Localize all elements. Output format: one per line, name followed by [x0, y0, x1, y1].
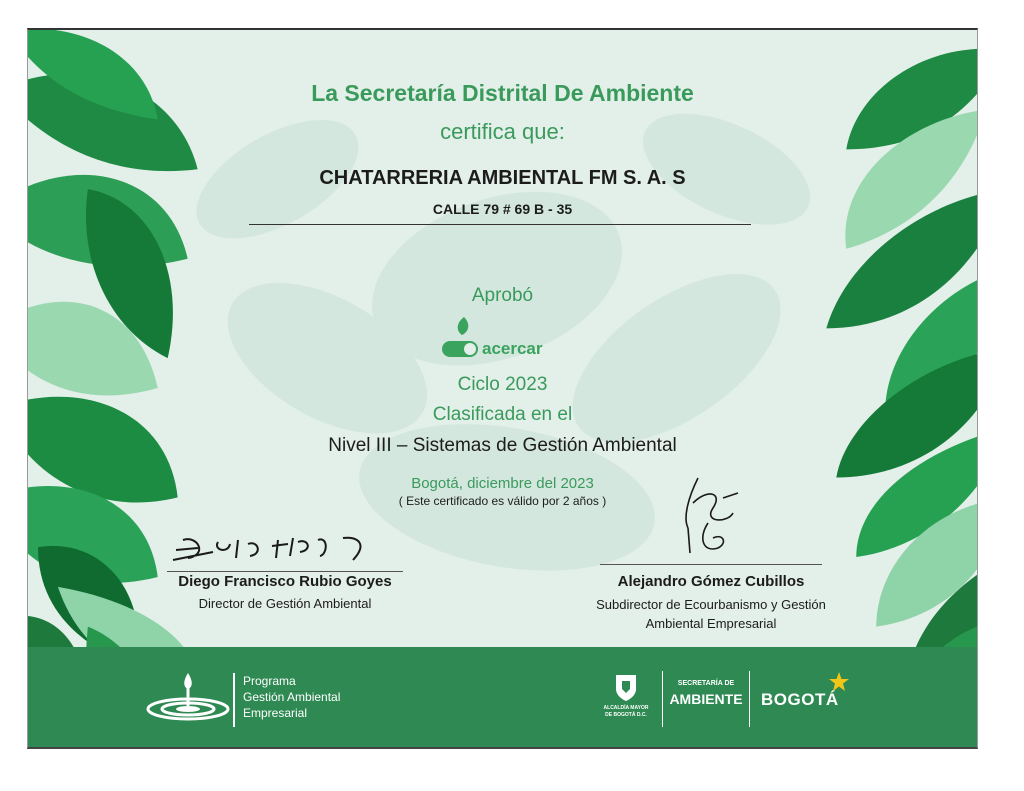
recipient-address: CALLE 79 # 69 B - 35	[432, 201, 573, 217]
secretaria-line1: SECRETARÍA DE	[677, 680, 735, 687]
classified-text: Clasificada en el	[432, 404, 573, 425]
signature-right-drawing	[668, 468, 758, 563]
place-date-text: Bogotá, diciembre del 2023	[411, 475, 594, 492]
signature-line-right	[600, 564, 822, 565]
program-name-line1: Programa	[243, 674, 296, 688]
footer-divider-2	[749, 671, 750, 727]
issuer-title: La Secretaría Distrital De Ambiente	[311, 80, 694, 106]
recipient-underline	[249, 224, 751, 225]
cycle-text: Ciclo 2023	[457, 374, 548, 395]
signer-right-role-line2: Ambiental Empresarial	[645, 616, 777, 631]
alcaldia-line2: DE BOGOTÁ D.C.	[605, 712, 647, 718]
program-name-line2: Gestión Ambiental	[243, 690, 341, 704]
signer-left-role: Director de Gestión Ambiental	[198, 596, 372, 611]
validity-text: ( Este certificado es válido por 2 años )	[398, 494, 607, 508]
footer-band	[28, 647, 977, 749]
acercar-logo	[440, 315, 570, 365]
signature-line-left	[167, 571, 403, 572]
signer-left-name: Diego Francisco Rubio Goyes	[178, 573, 392, 590]
secretaria-line2: AMBIENTE	[669, 691, 743, 707]
program-name-line3: Empresarial	[243, 706, 308, 720]
water-drop-ripple-icon	[143, 671, 233, 721]
alcaldia-line1: ALCALDÍA MAYOR	[603, 705, 649, 711]
signer-right-role-line1: Subdirector de Ecourbanismo y Gestión	[596, 597, 826, 612]
certifies-text: certifica que:	[440, 119, 565, 144]
signer-right-name: Alejandro Gómez Cubillos	[617, 573, 805, 590]
bogota-coat-of-arms-icon	[614, 673, 638, 703]
signature-left-drawing	[168, 520, 408, 570]
program-logo-divider	[233, 673, 235, 727]
footer-divider-1	[662, 671, 663, 727]
acercar-leaf-icon	[440, 315, 480, 361]
certificate	[27, 28, 978, 749]
approved-text: Aprobó	[471, 285, 534, 306]
recipient-name: CHATARRERIA AMBIENTAL FM S. A. S	[319, 167, 686, 189]
acercar-logo-text: acercar	[482, 339, 543, 358]
star-icon	[828, 671, 850, 693]
level-text: Nivel III – Sistemas de Gestión Ambiental	[328, 435, 677, 456]
bogota-logo: BOGOTÁ	[761, 690, 839, 709]
